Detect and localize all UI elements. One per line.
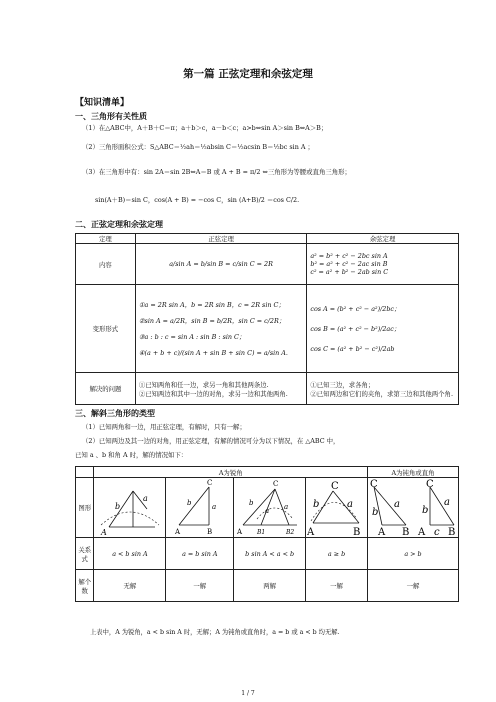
section1-line1: （1）在△ABC中，A＋B＋C＝π；a＋b＞c，a－b＜c；a>b⇔sin A＞sin B⇔A＞B； [82, 124, 328, 132]
fig3-label-a1: a [264, 506, 269, 515]
page-number: 1 / 7 [241, 690, 255, 697]
section1-heading: 一、三角形有关性质 [75, 112, 147, 121]
cosine-problem-1: ①已知三边，求各角； [310, 380, 375, 389]
figure-one-solution-a-ge-b [306, 478, 368, 538]
triangle-figure-a-ge-b [307, 479, 367, 537]
fig5-label-b: b [371, 506, 379, 518]
section3-line2: （2）已知两边及其一边的对角，用正弦定理，有解的情况可分为以下情况，在 △ABC 中， [82, 437, 340, 445]
row-label-variants: 变形形式 [76, 285, 136, 373]
fig2-label-A: A [174, 527, 180, 536]
sine-variant-3: ③a : b : c = sin A : sin B : sin C； [138, 332, 246, 341]
section3-heading: 三、解斜三角形的类型 [75, 409, 155, 418]
row-label-relation: 关系式 [76, 538, 94, 570]
header-obtuse: A为钝角或直角 [367, 467, 458, 478]
fig5-label-a: a [393, 498, 400, 510]
cosine-law-b: b² = a² + c² − 2ac sin B [310, 260, 388, 268]
cosine-law-a: a² = b² + c² − 2bc sin A [310, 252, 388, 260]
fig2-label-b: b [186, 498, 192, 507]
col-header-cosine: 余弦定理 [307, 234, 459, 244]
section3-line1: （1）已知两角和一边，用正弦定理，有解时，只有一解； [82, 423, 246, 431]
header-acute: A为锐角 [94, 467, 368, 478]
fig2-label-C: C [206, 478, 213, 487]
sine-variant-4: ④(a + b + c)/(sin A + sin B + sin C) = a/sin A. [138, 348, 288, 357]
cosine-variant-b: cos B = (a² + c² − b²)/2ac； [310, 324, 401, 333]
fig4-label-a: a [346, 498, 353, 510]
section2-heading: 二、正弦定理和余弦定理 [75, 220, 163, 229]
sine-problem-1: ①已知两角和任一边，求另一角和其他两条边. [138, 380, 269, 389]
solutions-4: 一解 [306, 570, 368, 602]
fig4-label-b: b [312, 498, 319, 510]
col-header-sine: 正弦定理 [135, 234, 307, 244]
relation-2: a = b sin A [166, 538, 234, 570]
triangle-figure-right [167, 479, 233, 537]
sine-law-variants [135, 285, 307, 373]
fig3-label-B1: B1 [256, 528, 265, 536]
row-label-content: 内容 [76, 244, 136, 285]
solutions-3: 两解 [234, 570, 306, 602]
fig4-label-B: B [352, 526, 360, 537]
fig5-label-B: B [401, 526, 410, 537]
triangle-figure-no-solution [95, 479, 165, 537]
knowledge-header: 【知识清单】 [75, 98, 130, 108]
solutions-5: 一解 [367, 570, 458, 602]
fig1-label-a: a [142, 493, 148, 503]
fig1-label-A: A [100, 527, 107, 537]
cosine-law-variants [307, 285, 459, 373]
figure-no-solution [94, 478, 166, 538]
fig6-label-A: A [417, 526, 426, 537]
sine-law-content: a/sin A = b/sin B = c/sin C = 2R [135, 244, 307, 285]
relation-1: a < b sin A [94, 538, 166, 570]
row-label-solutions: 解个数 [76, 570, 94, 602]
fig4-label-A: A [306, 526, 314, 537]
section1-line3: （3）在三角形中有：sin 2A＝sin 2B⇔A＝B 或 A + B = π/2 ⇔三角形为等腰或直角三角形； [82, 168, 351, 176]
sine-variant-2: ②sin A = a/2R，sin B = b/2R，sin C = c/2R； [138, 316, 286, 325]
relation-4: a ≥ b [306, 538, 368, 570]
relation-5: a > b [367, 538, 458, 570]
fig3-label-C: C [272, 479, 279, 488]
solutions-2: 一解 [166, 570, 234, 602]
figure-obtuse-cases [367, 478, 458, 538]
triangle-cases-table [75, 466, 459, 602]
triangle-figure-two-solutions [235, 479, 305, 537]
triangle-figure-obtuse [368, 479, 458, 537]
page-title: 第一篇 正弦定理和余弦定理 [183, 68, 313, 80]
cosine-variant-c: cos C = (a² + b² − c²)/2ab [310, 344, 395, 353]
fig5-label-C: C [369, 478, 378, 490]
solutions-1: 无解 [94, 570, 166, 602]
fig3-label-A: A [236, 527, 242, 536]
figure-one-solution-right [166, 478, 234, 538]
fig1-label-b: b [114, 501, 121, 511]
table-note: 上表中，A 为锐角，a < b sin A 时，无解；A 为钝角或直角时，a = b 或 a < b 均无解. [90, 629, 340, 636]
fig2-label-B: B [206, 527, 212, 536]
fig4-label-C: C [330, 480, 339, 492]
row-label-figure: 图形 [76, 478, 94, 538]
cosine-law-c: c² = a² + b² − 2ab sin C [310, 268, 389, 276]
fig3-label-a2: a [283, 502, 288, 511]
fig3-label-B2: B2 [285, 528, 294, 536]
sine-variant-1: ①a = 2R sin A，b = 2R sin B，c = 2R sin C； [138, 300, 285, 309]
row-label-problems: 解决的问题 [76, 373, 136, 405]
theorem-table [75, 233, 459, 405]
cosine-law-content [307, 244, 459, 285]
sine-law-problems [135, 373, 307, 405]
col-header-theorem: 定理 [76, 234, 136, 244]
fig5-label-A: A [377, 526, 386, 537]
fig3-label-b: b [248, 498, 254, 507]
cosine-variant-a: cos A = (b² + c² − a²)/2bc； [310, 304, 401, 313]
sine-problem-2: ②已知两边和其中一边的对角，求另一边和其他两角. [138, 389, 288, 398]
relation-3: b sin A < a < b [234, 538, 306, 570]
cosine-problem-2: ②已知两边和它们的夹角，求第三边和其他两个角. [310, 389, 453, 398]
section1-line2: （2）三角形面积公式：S△ABC＝½ah＝½absin C＝½acsin B＝½bc sin A ； [82, 143, 314, 151]
fig2-label-a: a [211, 502, 216, 511]
fig6-label-c: c [433, 526, 440, 537]
fig6-label-B: B [447, 526, 456, 537]
section3-line3: 已知 a 、b 和角 A 时，解的情况如下： [75, 451, 188, 459]
cosine-law-problems [307, 373, 459, 405]
section1-line4: sin(A＋B)＝sin C，cos(A + B) = −cos C，sin (A+B)/2 ＝cos C/2. [95, 196, 300, 204]
fig6-label-a: a [443, 496, 450, 508]
fig6-label-b: b [421, 504, 429, 516]
fig6-label-C: C [425, 478, 434, 490]
figure-two-solutions [234, 478, 306, 538]
